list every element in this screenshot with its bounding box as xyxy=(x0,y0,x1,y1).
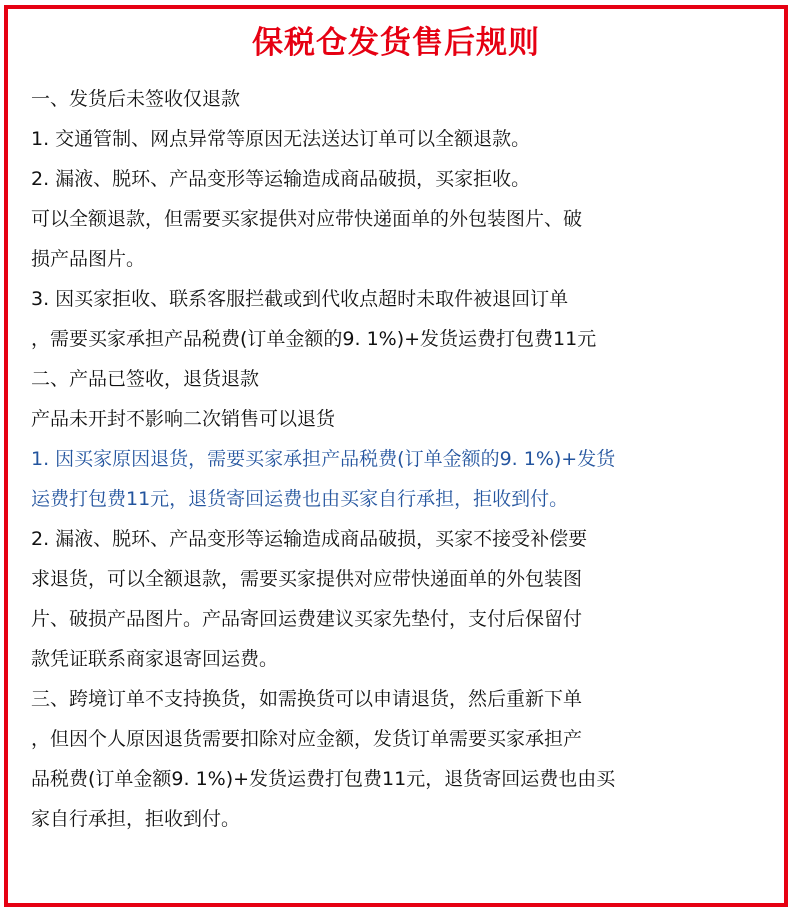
rule-line: 3. 因买家拒收、联系客服拦截或到代收点超时未取件被退回订单 xyxy=(31,288,569,310)
section-heading-2: 二、产品已签收，退货退款 xyxy=(31,368,260,390)
rule-line: 1. 交通管制、网点异常等原因无法送达订单可以全额退款。 xyxy=(31,128,531,150)
rule-line: 产品未开封不影响二次销售可以退货 xyxy=(31,408,336,430)
section-heading-3: 三、跨境订单不支持换货，如需换货可以申请退货，然后重新下单 xyxy=(31,688,583,710)
section-heading-1: 一、发货后未签收仅退款 xyxy=(31,88,241,110)
rules-content xyxy=(31,79,781,839)
rule-line: ，但因个人原因退货需要扣除对应金额，发货订单需要买家承担产 xyxy=(31,728,583,750)
rule-line: 求退货，可以全额退款，需要买家提供对应带快递面单的外包装图 xyxy=(31,568,583,590)
rule-line: 款凭证联系商家退寄回运费。 xyxy=(31,648,279,670)
rule-line: 品税费(订单金额9. 1%)+发货运费打包费11元，退货寄回运费也由买 xyxy=(31,768,616,790)
rule-line: 片、破损产品图片。产品寄回运费建议买家先垫付，支付后保留付 xyxy=(31,608,583,630)
rule-line: 家自行承担，拒收到付。 xyxy=(31,808,241,830)
rule-line: 可以全额退款，但需要买家提供对应带快递面单的外包装图片、破 xyxy=(31,208,583,230)
rule-line: 损产品图片。 xyxy=(31,248,146,270)
highlight-rule-line: 运费打包费11元，退货寄回运费也由买家自行承担，拒收到付。 xyxy=(31,488,569,510)
rule-line: 2. 漏液、脱环、产品变形等运输造成商品破损，买家不接受补偿要 xyxy=(31,528,588,550)
highlight-rule-line: 1. 因买家原因退货，需要买家承担产品税费(订单金额的9. 1%)+发货 xyxy=(31,448,616,470)
red-border-frame xyxy=(4,5,788,907)
page-title: 保税仓发货售后规则 xyxy=(252,25,540,61)
rule-line: 2. 漏液、脱环、产品变形等运输造成商品破损，买家拒收。 xyxy=(31,168,531,190)
rule-line: ，需要买家承担产品税费(订单金额的9. 1%)+发货运费打包费11元 xyxy=(31,328,597,350)
